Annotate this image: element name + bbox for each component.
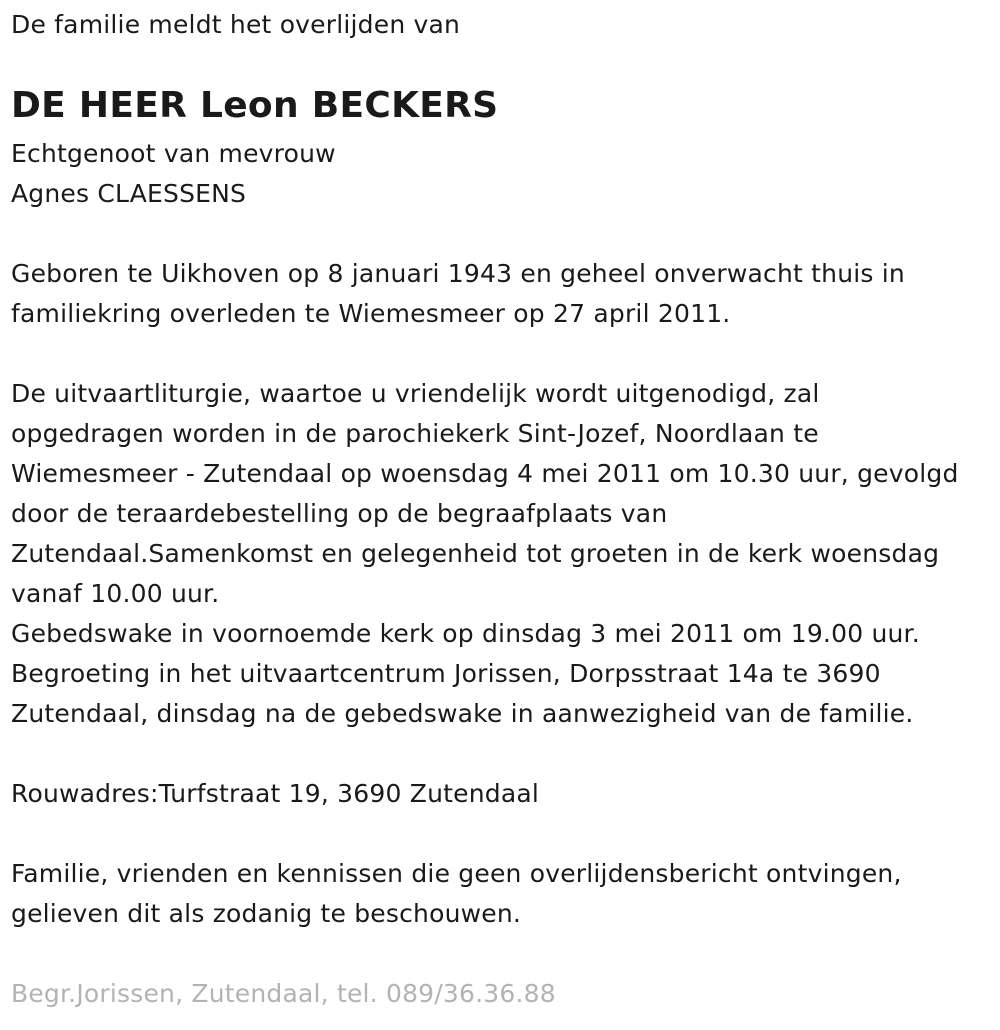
funeral-line-6: vanaf 10.00 uur. (11, 579, 220, 608)
funeral-line-4: door de teraardebestelling op de begraafplaats van (11, 499, 668, 528)
greeting-line-1: Begroeting in het uitvaartcentrum Jorissen, Dorpsstraat 14a te 3690 (11, 659, 881, 688)
funeral-line-3: Wiemesmeer - Zutendaal op woensdag 4 mei 2011 om 10.30 uur, gevolgd (11, 459, 959, 488)
greeting-line-2: Zutendaal, dinsdag na de gebedswake in aanwezigheid van de familie. (11, 699, 914, 728)
undertaker-footer: Begr.Jorissen, Zutendaal, tel. 089/36.36.88 (11, 979, 556, 1008)
deceased-name: DE HEER Leon BECKERS (11, 85, 499, 126)
funeral-line-1: De uitvaartliturgie, waartoe u vriendelijk wordt uitgenodigd, zal (11, 379, 820, 408)
funeral-line-5: Zutendaal.Samenkomst en gelegenheid tot groeten in de kerk woensdag (11, 539, 940, 568)
notice-line-2: gelieven dit als zodanig te beschouwen. (11, 899, 522, 928)
spouse-line-1: Echtgenoot van mevrouw (11, 139, 336, 168)
intro-text: De familie meldt het overlijden van (11, 10, 461, 39)
birth-death-line-1: Geboren te Uikhoven op 8 januari 1943 en geheel onverwacht thuis in (11, 259, 905, 288)
notice-line-1: Familie, vrienden en kennissen die geen overlijdensbericht ontvingen, (11, 859, 902, 888)
birth-death-line-2: familiekring overleden te Wiemesmeer op 27 april 2011. (11, 299, 731, 328)
spouse-line-2: Agnes CLAESSENS (11, 179, 247, 208)
vigil-line: Gebedswake in voornoemde kerk op dinsdag 3 mei 2011 om 19.00 uur. (11, 619, 920, 648)
mourning-address: Rouwadres:Turfstraat 19, 3690 Zutendaal (11, 779, 540, 808)
funeral-line-2: opgedragen worden in de parochiekerk Sint-Jozef, Noordlaan te (11, 419, 819, 448)
